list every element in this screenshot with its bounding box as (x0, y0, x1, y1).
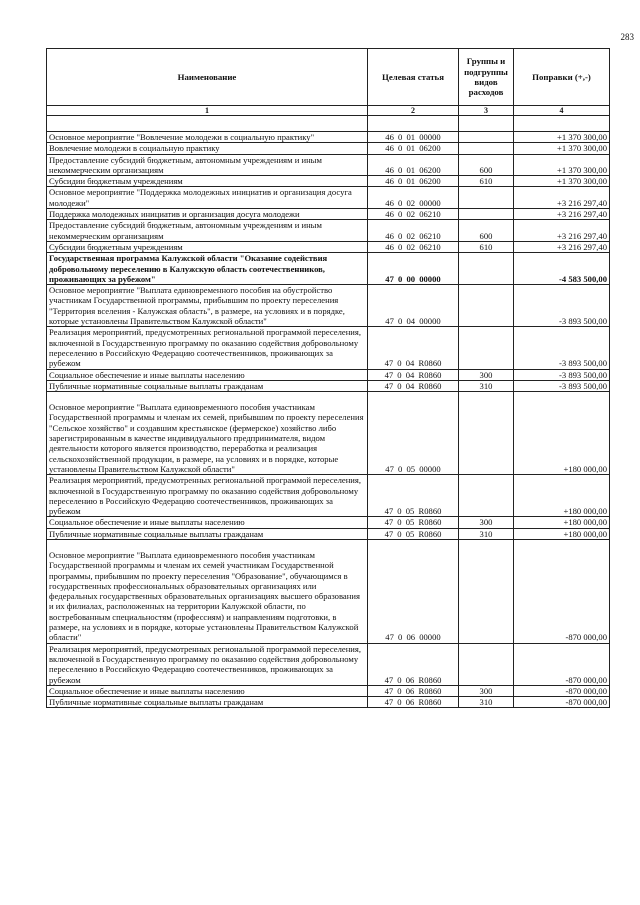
row-amendment-cell: +1 370 300,00 (514, 132, 610, 143)
row-target-article-cell: 47 0 06 R0860 (368, 697, 459, 708)
row-target-article-cell: 47 0 05 R0860 (368, 517, 459, 528)
row-expense-group-cell: 300 (459, 685, 514, 696)
spacer-row (47, 116, 610, 132)
row-target-article-cell: 47 0 05 00000 (368, 392, 459, 475)
row-name-cell: Реализация мероприятий, предусмотренных региональной программой переселения, включенной в Государственную программу по оказанию содействия добровольному переселению в Российскую Федерацию соотечественников, проживающих за рубежом (47, 327, 368, 369)
budget-amendments-table (46, 48, 610, 708)
row-name-cell: Основное мероприятие "Выплата единовременного пособия участникам Государственной программы и членам их семей участникам Государственной программы, прибывшим по проекту переселения "Образование", обучающимся в государственных профессиональных образовательных организациях или федеральных государственных образовательных организациях высшего образования и их филиалах, расположенных на территории Калужской области, по востребованным специальностям (профессиям) и направлениям подготовки, в размере, на условиях и в порядке, которые установлены Правительством Калужской области" (47, 539, 368, 643)
row-target-article-cell: 47 0 04 00000 (368, 285, 459, 327)
table-row (47, 517, 610, 528)
table-row (47, 539, 610, 643)
row-name-cell: Вовлечение молодежи в социальную практику (47, 143, 368, 154)
row-expense-group-cell (459, 539, 514, 643)
row-target-article-cell: 47 0 04 R0860 (368, 369, 459, 380)
row-amendment-cell: +3 216 297,40 (514, 209, 610, 220)
row-name-cell: Публичные нормативные социальные выплаты гражданам (47, 380, 368, 391)
row-amendment-cell: -870 000,00 (514, 539, 610, 643)
row-amendment-cell: -3 893 500,00 (514, 327, 610, 369)
table-row (47, 643, 610, 685)
header-row (47, 49, 610, 106)
row-expense-group-cell: 300 (459, 369, 514, 380)
row-target-article-cell: 46 0 01 06200 (368, 176, 459, 187)
table-row (47, 380, 610, 391)
table-row (47, 241, 610, 252)
table-row (47, 176, 610, 187)
row-target-article-cell: 47 0 05 R0860 (368, 528, 459, 539)
table-row (47, 369, 610, 380)
row-amendment-cell: -4 583 500,00 (514, 253, 610, 285)
row-expense-group-cell: 300 (459, 517, 514, 528)
row-expense-group-cell (459, 143, 514, 154)
row-name-cell: Социальное обеспечение и иные выплаты населению (47, 369, 368, 380)
row-name-cell: Основное мероприятие "Вовлечение молодежи в социальную практику" (47, 132, 368, 143)
row-name-cell: Субсидии бюджетным учреждениям (47, 176, 368, 187)
column-number: 4 (514, 106, 610, 116)
row-amendment-cell: -3 893 500,00 (514, 285, 610, 327)
row-expense-group-cell (459, 209, 514, 220)
page-number: 283 (620, 32, 634, 42)
row-amendment-cell: -870 000,00 (514, 685, 610, 696)
row-expense-group-cell (459, 187, 514, 209)
row-expense-group-cell: 310 (459, 380, 514, 391)
table-row (47, 392, 610, 475)
row-amendment-cell: +3 216 297,40 (514, 187, 610, 209)
header-amendments: Поправки (+,-) (514, 49, 610, 106)
row-expense-group-cell: 610 (459, 176, 514, 187)
table-row (47, 285, 610, 327)
table-row (47, 220, 610, 242)
row-amendment-cell: +1 370 300,00 (514, 143, 610, 154)
row-name-cell: Реализация мероприятий, предусмотренных региональной программой переселения, включенной в Государственную программу по оказанию содействия добровольному переселению в Российскую Федерацию соотечественников, проживающих за рубежом (47, 475, 368, 517)
row-amendment-cell: +180 000,00 (514, 528, 610, 539)
row-target-article-cell: 47 0 06 R0860 (368, 685, 459, 696)
row-target-article-cell: 46 0 01 00000 (368, 132, 459, 143)
column-number: 1 (47, 106, 368, 116)
row-amendment-cell: +180 000,00 (514, 392, 610, 475)
row-name-cell: Публичные нормативные социальные выплаты гражданам (47, 697, 368, 708)
row-expense-group-cell: 310 (459, 528, 514, 539)
row-target-article-cell: 46 0 02 06210 (368, 209, 459, 220)
column-number: 3 (459, 106, 514, 116)
row-expense-group-cell (459, 285, 514, 327)
row-target-article-cell: 47 0 04 R0860 (368, 327, 459, 369)
row-expense-group-cell (459, 392, 514, 475)
row-expense-group-cell: 600 (459, 220, 514, 242)
row-amendment-cell: -870 000,00 (514, 643, 610, 685)
row-expense-group-cell: 610 (459, 241, 514, 252)
row-expense-group-cell (459, 253, 514, 285)
table-row (47, 143, 610, 154)
row-amendment-cell: +1 370 300,00 (514, 176, 610, 187)
row-target-article-cell: 46 0 02 06210 (368, 241, 459, 252)
table-row (47, 132, 610, 143)
table-row (47, 253, 610, 285)
row-target-article-cell: 47 0 06 00000 (368, 539, 459, 643)
table-row (47, 528, 610, 539)
table-row (47, 685, 610, 696)
row-name-cell: Основное мероприятие "Выплата единовременного пособия на обустройство участникам Государственной программы, прибывшим по проекту переселения "Территория вселения - Калужская область", в размере, на условиях и в порядке, которые установлены Правительством Калужской области" (47, 285, 368, 327)
row-name-cell: Поддержка молодежных инициатив и организация досуга молодежи (47, 209, 368, 220)
row-expense-group-cell (459, 327, 514, 369)
table-row (47, 697, 610, 708)
table-row (47, 209, 610, 220)
header-name: Наименование (47, 49, 368, 106)
column-number-row (47, 106, 610, 116)
row-amendment-cell: +180 000,00 (514, 475, 610, 517)
row-name-cell: Субсидии бюджетным учреждениям (47, 241, 368, 252)
row-target-article-cell: 47 0 04 R0860 (368, 380, 459, 391)
table-body (47, 132, 610, 708)
row-name-cell: Предоставление субсидий бюджетным, автономным учреждениям и иным некоммерческим организациям (47, 220, 368, 242)
row-target-article-cell: 47 0 05 R0860 (368, 475, 459, 517)
row-expense-group-cell (459, 475, 514, 517)
table-row (47, 154, 610, 176)
row-name-cell: Реализация мероприятий, предусмотренных региональной программой переселения, включенной в Государственную программу по оказанию содействия добровольному переселению в Российскую Федерацию соотечественников, проживающих за рубежом (47, 643, 368, 685)
row-target-article-cell: 46 0 01 06200 (368, 154, 459, 176)
row-target-article-cell: 47 0 00 00000 (368, 253, 459, 285)
row-target-article-cell: 46 0 01 06200 (368, 143, 459, 154)
table-row (47, 327, 610, 369)
row-amendment-cell: +3 216 297,40 (514, 241, 610, 252)
table-row (47, 475, 610, 517)
row-expense-group-cell (459, 643, 514, 685)
row-name-cell: Публичные нормативные социальные выплаты гражданам (47, 528, 368, 539)
table-row (47, 187, 610, 209)
row-amendment-cell: +3 216 297,40 (514, 220, 610, 242)
row-amendment-cell: +1 370 300,00 (514, 154, 610, 176)
row-name-cell: Основное мероприятие "Поддержка молодежных инициатив и организация досуга молодежи" (47, 187, 368, 209)
row-amendment-cell: -870 000,00 (514, 697, 610, 708)
row-amendment-cell: +180 000,00 (514, 517, 610, 528)
row-name-cell: Социальное обеспечение и иные выплаты населению (47, 517, 368, 528)
row-expense-group-cell: 310 (459, 697, 514, 708)
row-expense-group-cell: 600 (459, 154, 514, 176)
row-name-cell: Государственная программа Калужской области "Оказание содействия добровольному переселению в Калужскую область соотечественников, проживающих за рубежом" (47, 253, 368, 285)
row-target-article-cell: 46 0 02 06210 (368, 220, 459, 242)
row-name-cell: Социальное обеспечение и иные выплаты населению (47, 685, 368, 696)
row-amendment-cell: -3 893 500,00 (514, 380, 610, 391)
column-number: 2 (368, 106, 459, 116)
row-target-article-cell: 47 0 06 R0860 (368, 643, 459, 685)
row-expense-group-cell (459, 132, 514, 143)
row-amendment-cell: -3 893 500,00 (514, 369, 610, 380)
header-target-article: Целевая статья (368, 49, 459, 106)
header-expense-groups: Группы и подгруппы видов расходов (459, 49, 514, 106)
row-name-cell: Предоставление субсидий бюджетным, автономным учреждениям и иным некоммерческим организациям (47, 154, 368, 176)
row-target-article-cell: 46 0 02 00000 (368, 187, 459, 209)
row-name-cell: Основное мероприятие "Выплата единовременного пособия участникам Государственной программы и членам их семей, прибывшим по проекту переселения "Сельское хозяйство" и создавшим крестьянское (фермерское) хозяйство либо зарегистрированным в качестве индивидуального предпринимателя, видом деятельности которого является производство, переработка и реализация сельскохозяйственной продукции, в размере, на условиях и в порядке, которые установлены Правительством Калужской области" (47, 392, 368, 475)
